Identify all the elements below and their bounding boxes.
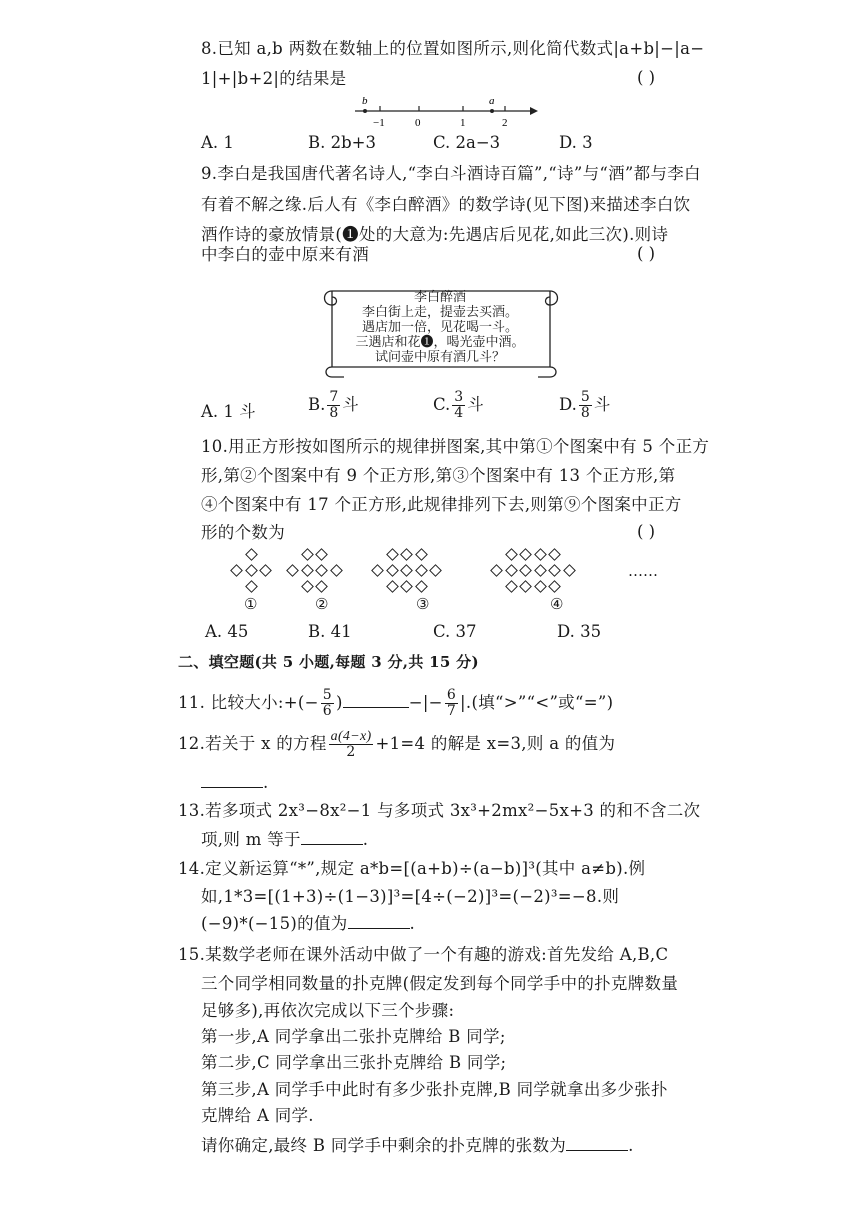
figure-label-2: ② xyxy=(315,595,329,613)
q15-blank xyxy=(566,1136,628,1151)
pattern-square xyxy=(519,564,532,577)
tick-1: 1 xyxy=(460,117,466,129)
point-b xyxy=(363,109,367,113)
q8-line1: 8.已知 a,b 两数在数轴上的位置如图所示,则化简代数式|a+b|−|a− xyxy=(201,39,705,58)
q12-answer-line: . xyxy=(201,772,269,794)
pattern-square xyxy=(400,548,413,561)
pattern-square xyxy=(386,548,399,561)
label-a: a xyxy=(489,95,495,107)
pattern-square xyxy=(315,580,328,593)
pattern-square xyxy=(245,564,258,577)
pattern-square xyxy=(330,564,343,577)
q14-line1: 14.定义新运算“*”,规定 a*b=[(a+b)÷(a−b)]³(其中 a≠b).例 xyxy=(178,859,646,878)
pattern-square xyxy=(505,548,518,561)
pattern-square xyxy=(548,580,561,593)
q15-line4: 第一步,A 同学拿出二张扑克牌给 B 同学; xyxy=(201,1027,506,1046)
section2-heading: 二、填空题(共 5 小题,每题 3 分,共 15 分) xyxy=(178,653,479,671)
number-line xyxy=(350,95,540,129)
pattern-square xyxy=(415,580,428,593)
pattern-square xyxy=(259,564,272,577)
tick-neg1: −1 xyxy=(373,117,385,129)
q15-line6: 第三步,A 同学手中此时有多少张扑克牌,B 同学就拿出多少张扑 xyxy=(201,1080,668,1099)
q9-paren: ( ) xyxy=(637,244,656,263)
q10-line2: 形,第②个图案中有 9 个正方形,第③个图案中有 13 个正方形,第 xyxy=(201,466,676,485)
pattern-square xyxy=(230,564,243,577)
q15-line8: 请你确定,最终 B 同学手中剩余的扑克牌的张数为 . xyxy=(201,1136,634,1155)
q10-line1: 10.用正方形按如图所示的规律拼图案,其中第①个图案中有 5 个正方 xyxy=(201,437,710,456)
q8-line2: 1|+|b+2|的结果是 xyxy=(201,69,347,88)
q15-line1: 15.某数学老师在课外活动中做了一个有趣的游戏:首先发给 A,B,C xyxy=(178,945,669,964)
pattern-square xyxy=(301,580,314,593)
q14-line3: (−9)*(−15)的值为 . xyxy=(201,914,416,933)
pattern-square xyxy=(415,564,428,577)
q13-blank xyxy=(301,830,363,845)
pattern-square xyxy=(534,580,547,593)
q13-line1: 13.若多项式 2x³−8x²−1 与多项式 3x³+2mx²−5x+3 的和不含二次 xyxy=(178,801,701,820)
pattern-square xyxy=(534,548,547,561)
q8-option-d: D. 3 xyxy=(559,133,593,152)
poem-line-2: 遇店加一倍，见花喝一斗。 xyxy=(361,320,518,335)
q15-line2: 三个同学相同数量的扑克牌(假定发到每个同学手中的扑克牌数量 xyxy=(201,974,679,993)
q10-option-c: C. 37 xyxy=(433,622,477,641)
q9-line1: 9.李白是我国唐代著名诗人,“李白斗酒诗百篇”,“诗”与“酒”都与李白 xyxy=(201,164,701,183)
figure-label-1: ① xyxy=(244,595,258,613)
pattern-square xyxy=(548,564,561,577)
pattern-square xyxy=(505,580,518,593)
q9-line4: 中李白的壶中原来有酒 xyxy=(201,245,369,264)
pattern-square xyxy=(301,548,314,561)
q9-line2: 有着不解之缘.后人有《李白醉酒》的数学诗(见下图)来描述李白饮 xyxy=(201,195,691,214)
q8-option-c: C. 2a−3 xyxy=(433,133,501,152)
pattern-square xyxy=(519,580,532,593)
point-a xyxy=(490,109,494,113)
q10-option-d: D. 35 xyxy=(557,622,602,641)
pattern-square xyxy=(400,580,413,593)
q9-option-c: C. $\frac{3}{4}$ 斗 xyxy=(433,389,484,421)
pattern-square xyxy=(400,564,413,577)
pattern-square xyxy=(301,564,314,577)
pattern-square xyxy=(548,548,561,561)
label-b: b xyxy=(362,95,368,107)
pattern-square xyxy=(519,548,532,561)
q8-paren: ( ) xyxy=(637,68,656,87)
pattern-square xyxy=(563,564,576,577)
tick-2: 2 xyxy=(502,117,508,129)
poem-line-1: 李白街上走，提壶去买酒。 xyxy=(361,305,518,320)
q15-line7: 克牌给 A 同学. xyxy=(201,1106,314,1125)
q9-line3: 酒作诗的豪放情景(❶处的大意为:先遇店后见花,如此三次).则诗 xyxy=(201,225,669,244)
q12-blank xyxy=(201,773,263,788)
q15-line3: 足够多),再依次完成以下三个步骤: xyxy=(201,1001,455,1020)
poem-line-3: 三遇店和花❶，喝光壶中酒。 xyxy=(355,335,525,350)
pattern-square xyxy=(286,564,299,577)
q10-option-a: A. 45 xyxy=(205,622,249,641)
q15-line5: 第二步,C 同学拿出三张扑克牌给 B 同学; xyxy=(201,1053,507,1072)
q11-line: 11. 比较大小:+(− $\frac{5}{6}$ ) −|− $\frac{6}{7}$ |.(填“>”“<”或“=”) xyxy=(178,687,614,719)
figure-label-3: ③ xyxy=(416,595,430,613)
pattern-square xyxy=(415,548,428,561)
poem-title: 李白醉酒 xyxy=(413,290,466,305)
q9-option-a: A. 1 斗 xyxy=(201,402,256,421)
pattern-square xyxy=(371,564,384,577)
q11-blank xyxy=(343,693,409,708)
pattern-square xyxy=(534,564,547,577)
pattern-square xyxy=(315,548,328,561)
q8-option-b: B. 2b+3 xyxy=(308,133,376,152)
q14-blank xyxy=(348,914,410,929)
figure-label-4: ④ xyxy=(550,595,564,613)
pattern-square xyxy=(245,580,258,593)
q9-option-b: B. $\frac{7}{8}$ 斗 xyxy=(308,389,359,421)
q14-line2: 如,1*3=[(1+3)÷(1−3)]³=[4÷(−2)]³=(−2)³=−8.则 xyxy=(201,887,620,906)
poem-line-4: 试问壶中原有酒几斗？ xyxy=(374,350,505,365)
q10-line3: ④个图案中有 17 个正方形,此规律排列下去,则第⑨个图案中正方 xyxy=(201,495,682,514)
tick-0: 0 xyxy=(415,117,421,129)
pattern-square xyxy=(505,564,518,577)
pattern-ellipsis: …… xyxy=(628,562,658,580)
q10-paren: ( ) xyxy=(637,522,656,541)
q12-line: 12.若关于 x 的方程 $\frac{a(4-x)}{2}$ +1=4 的解是 x=3,则 a 的值为 xyxy=(178,729,616,760)
q10-option-b: B. 41 xyxy=(308,622,352,641)
pattern-square xyxy=(386,564,399,577)
q10-line4: 形的个数为 xyxy=(201,523,285,542)
q9-option-d: D. $\frac{5}{8}$ 斗 xyxy=(559,389,611,421)
q13-line2: 项,则 m 等于 . xyxy=(201,830,369,849)
pattern-square xyxy=(429,564,442,577)
pattern-square xyxy=(386,580,399,593)
q8-option-a: A. 1 xyxy=(201,133,234,152)
pattern-square xyxy=(315,564,328,577)
pattern-square xyxy=(245,548,258,561)
pattern-square xyxy=(490,564,503,577)
